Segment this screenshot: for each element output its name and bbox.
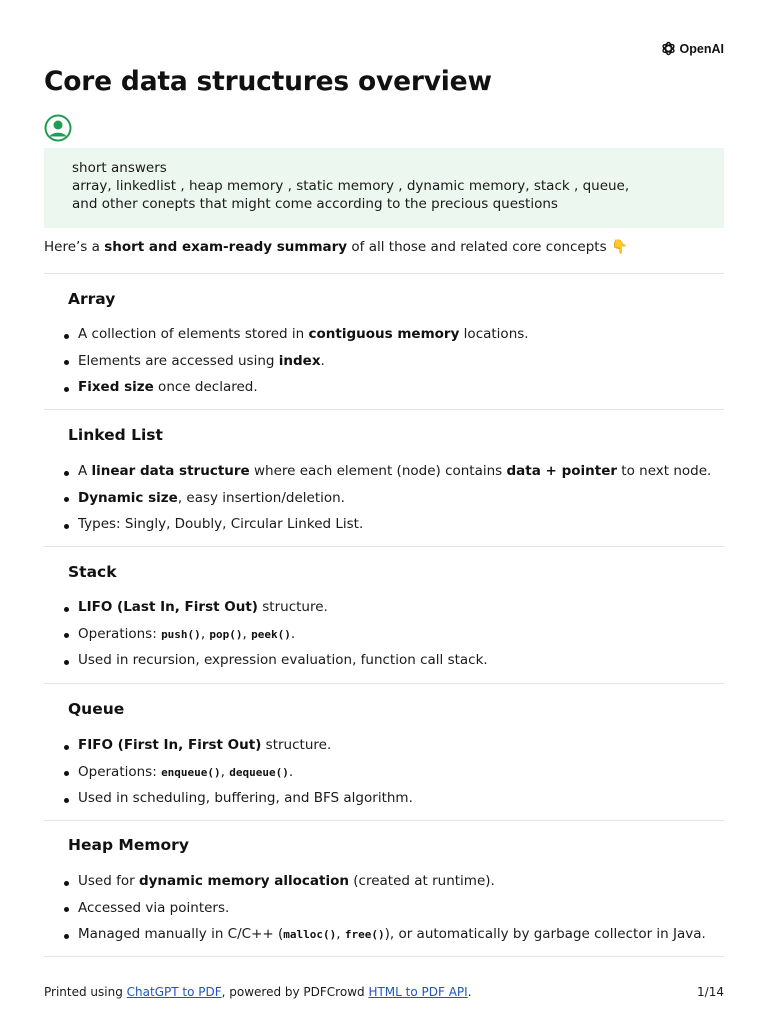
list-item: A collection of elements stored in contiguous memory locations.	[68, 326, 718, 353]
section-heading: Queue	[68, 700, 125, 718]
footer-suffix: .	[467, 985, 472, 999]
section-heading: Heap Memory	[68, 836, 189, 854]
list-item: Fixed size once declared.	[68, 379, 718, 406]
html-to-pdf-api-link[interactable]: HTML to PDF API	[368, 985, 468, 999]
section-heading: Linked List	[68, 426, 163, 444]
list-item: Types: Singly, Doubly, Circular Linked List.	[68, 516, 718, 543]
divider	[44, 956, 724, 957]
openai-logo-icon	[660, 40, 677, 57]
list-item: Elements are accessed using index.	[68, 353, 718, 380]
list-item: Managed manually in C/C++ (malloc(), free()), or automatically by garbage collector in Java.	[68, 926, 718, 953]
user-avatar-icon	[44, 114, 72, 142]
list-item: Used for dynamic memory allocation (created at runtime).	[68, 873, 718, 900]
question-line: and other conepts that might come according to the precious questions	[72, 196, 558, 212]
intro-bold: short and exam-ready summary	[104, 239, 348, 255]
divider	[44, 273, 724, 274]
divider	[44, 683, 724, 684]
list-item: Dynamic size, easy insertion/deletion.	[68, 490, 718, 517]
print-footer	[44, 985, 472, 999]
chatgpt-to-pdf-link[interactable]: ChatGPT to PDF	[126, 985, 222, 999]
user-question-box	[44, 148, 724, 228]
bullet-list	[68, 326, 718, 406]
list-item: Used in recursion, expression evaluation, function call stack.	[68, 652, 718, 679]
page-title: Core data structures overview	[44, 66, 492, 97]
question-line: short answers	[72, 160, 167, 176]
list-item: Used in scheduling, buffering, and BFS algorithm.	[68, 790, 718, 817]
footer-middle: , powered by PDFCrowd	[221, 985, 369, 999]
list-item: Operations: push(), pop(), peek().	[68, 626, 718, 653]
intro-after: of all those and related core concepts	[347, 239, 611, 255]
bullet-list	[68, 463, 718, 543]
list-item: Operations: enqueue(), dequeue().	[68, 764, 718, 791]
page-number: 1/14	[697, 985, 724, 999]
footer-prefix: Printed using	[44, 985, 127, 999]
intro-text	[44, 239, 628, 255]
intro-before: Here’s a	[44, 239, 105, 255]
divider	[44, 820, 724, 821]
list-item: FIFO (First In, First Out) structure.	[68, 737, 718, 764]
divider	[44, 546, 724, 547]
divider	[44, 409, 724, 410]
bullet-list	[68, 873, 718, 953]
question-line: array, linkedlist , heap memory , static memory , dynamic memory, stack , queue,	[72, 178, 630, 194]
list-item: LIFO (Last In, First Out) structure.	[68, 599, 718, 626]
brand-name: OpenAI	[679, 41, 724, 56]
pointing-down-emoji-icon: 👇	[610, 239, 628, 255]
bullet-list	[68, 737, 718, 817]
bullet-list	[68, 599, 718, 679]
list-item: A linear data structure where each element (node) contains data + pointer to next node.	[68, 463, 718, 490]
list-item: Accessed via pointers.	[68, 900, 718, 927]
section-heading: Array	[68, 290, 116, 308]
section-heading: Stack	[68, 563, 117, 581]
openai-brand	[660, 40, 724, 57]
